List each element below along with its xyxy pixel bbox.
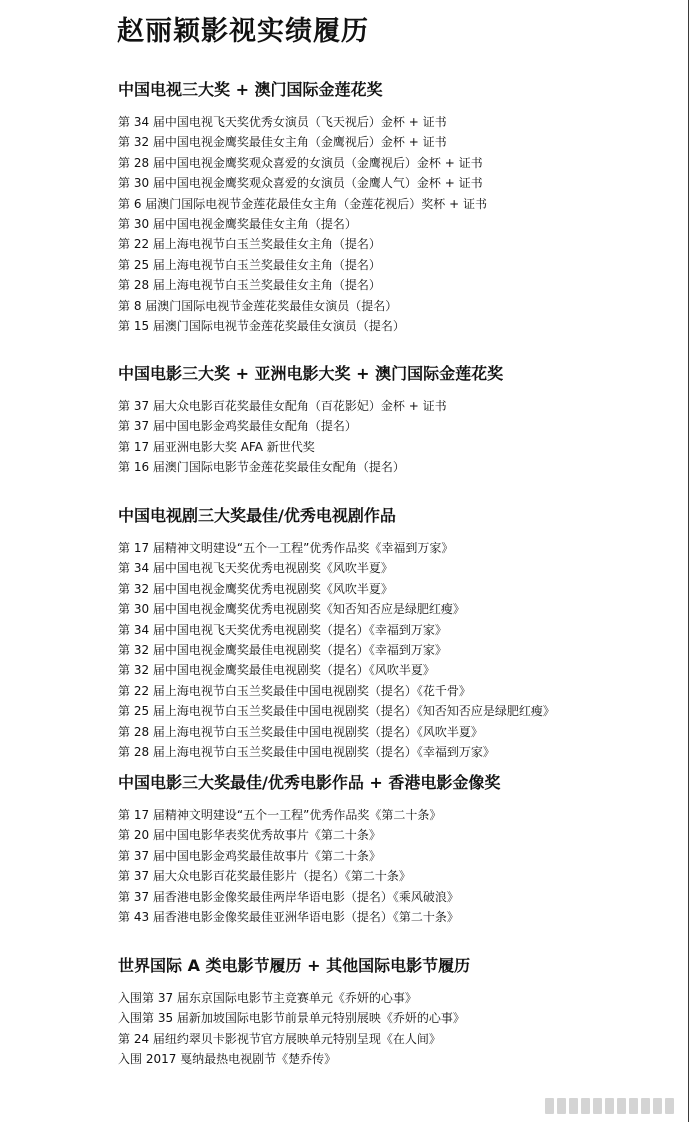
award-list [118,988,470,1070]
page-edge-divider [688,0,689,1122]
list-item: 第 30 届中国电视金鹰奖最佳女主角（提名） [118,217,357,232]
award-list [118,805,500,927]
list-item: 第 37 届中国电影金鸡奖最佳女配角（提名） [118,419,357,434]
list-item: 第 20 届中国电影华表奖优秀故事片《第二十条》 [118,828,381,843]
list-item: 第 17 届亚洲电影大奖 AFA 新世代奖 [118,439,315,454]
list-item: 第 34 届中国电视飞天奖优秀电视剧奖《风吹半夏》 [118,561,393,576]
list-item: 第 28 届上海电视节白玉兰奖最佳女主角（提名） [118,278,381,293]
section-heading: 中国电视剧三大奖最佳/优秀电视剧作品 [118,506,396,525]
section-heading: 世界国际 A 类电影节履历 + 其他国际电影节履历 [118,956,471,975]
list-item: 第 17 届精神文明建设“五个一工程”优秀作品奖《幸福到万家》 [118,541,454,555]
list-item: 入围第 35 届新加坡国际电影节前景单元特别展映《乔妍的心事》 [118,1011,465,1026]
list-item: 第 37 届香港电影金像奖最佳两岸华语电影（提名）《乘风破浪》 [118,889,459,904]
list-item: 第 15 届澳门国际电视节金莲花奖最佳女演员（提名） [118,319,405,334]
list-item: 第 43 届香港电影金像奖最佳亚洲华语电影（提名）《第二十条》 [118,910,459,925]
list-item: 第 6 届澳门国际电视节金莲花最佳女主角（金莲花视后）奖杯 + 证书 [118,196,487,211]
section-heading: 中国电影三大奖 + 亚洲电影大奖 + 澳门国际金莲花奖 [118,364,504,383]
list-item: 第 25 届上海电视节白玉兰奖最佳中国电视剧奖（提名）《知否知否应是绿肥红瘦》 [118,704,555,719]
list-item: 第 32 届中国电视金鹰奖最佳女主角（金鹰视后）金杯 + 证书 [118,135,447,150]
page-title: 赵丽颖影视实绩履历 [117,16,369,47]
list-item: 第 28 届上海电视节白玉兰奖最佳中国电视剧奖（提名）《幸福到万家》 [118,745,495,760]
list-item: 第 32 届中国电视金鹰奖最佳电视剧奖（提名）《风吹半夏》 [118,663,435,678]
list-item: 第 25 届上海电视节白玉兰奖最佳女主角（提名） [118,257,381,272]
list-item: 第 30 届中国电视金鹰奖观众喜爱的女演员（金鹰人气）金杯 + 证书 [118,176,483,191]
list-item: 第 17 届精神文明建设“五个一工程”优秀作品奖《第二十条》 [118,808,442,822]
list-item: 第 16 届澳门国际电影节金莲花奖最佳女配角（提名） [118,460,405,475]
award-list [118,396,503,478]
section-film-awards [118,362,503,478]
list-item: 第 22 届上海电视节白玉兰奖最佳中国电视剧奖（提名）《花千骨》 [118,683,471,698]
award-list [118,112,487,336]
award-list [118,538,555,762]
list-item: 第 32 届中国电视金鹰奖优秀电视剧奖《风吹半夏》 [118,581,393,596]
list-item: 第 8 届澳门国际电视节金莲花奖最佳女演员（提名） [118,298,398,313]
section-tv-awards [118,78,487,336]
list-item: 第 34 届中国电视飞天奖优秀女演员（飞天视后）金杯 + 证书 [118,115,447,129]
list-item: 第 24 届纽约翠贝卡影视节官方展映单元特别呈现《在人间》 [118,1031,441,1046]
list-item: 第 37 届大众电影百花奖最佳影片（提名）《第二十条》 [118,869,411,884]
list-item: 第 22 届上海电视节白玉兰奖最佳女主角（提名） [118,237,381,252]
list-item: 第 30 届中国电视金鹰奖优秀电视剧奖《知否知否应是绿肥红瘦》 [118,602,465,617]
list-item: 第 32 届中国电视金鹰奖最佳电视剧奖（提名）《幸福到万家》 [118,643,447,658]
section-heading: 中国电影三大奖最佳/优秀电影作品 + 香港电影金像奖 [118,773,501,792]
section-film-works [118,771,500,927]
section-international-festivals [118,954,470,1070]
section-tv-drama-works [118,504,555,762]
list-item: 第 37 届大众电影百花奖最佳女配角（百花影妃）金杯 + 证书 [118,399,447,413]
list-item: 第 28 届上海电视节白玉兰奖最佳中国电视剧奖（提名）《风吹半夏》 [118,724,483,739]
list-item: 第 37 届中国电影金鸡奖最佳故事片《第二十条》 [118,848,381,863]
list-item: 入围第 37 届东京国际电影节主竞赛单元《乔妍的心事》 [118,991,417,1005]
list-item: 第 28 届中国电视金鹰奖观众喜爱的女演员（金鹰视后）金杯 + 证书 [118,155,483,170]
list-item: 第 34 届中国电视飞天奖优秀电视剧奖（提名）《幸福到万家》 [118,622,447,637]
section-heading: 中国电视三大奖 + 澳门国际金莲花奖 [118,80,383,99]
watermark-icon [545,1098,674,1114]
list-item: 入围 2017 戛纳最热电视剧节《楚乔传》 [118,1052,337,1067]
